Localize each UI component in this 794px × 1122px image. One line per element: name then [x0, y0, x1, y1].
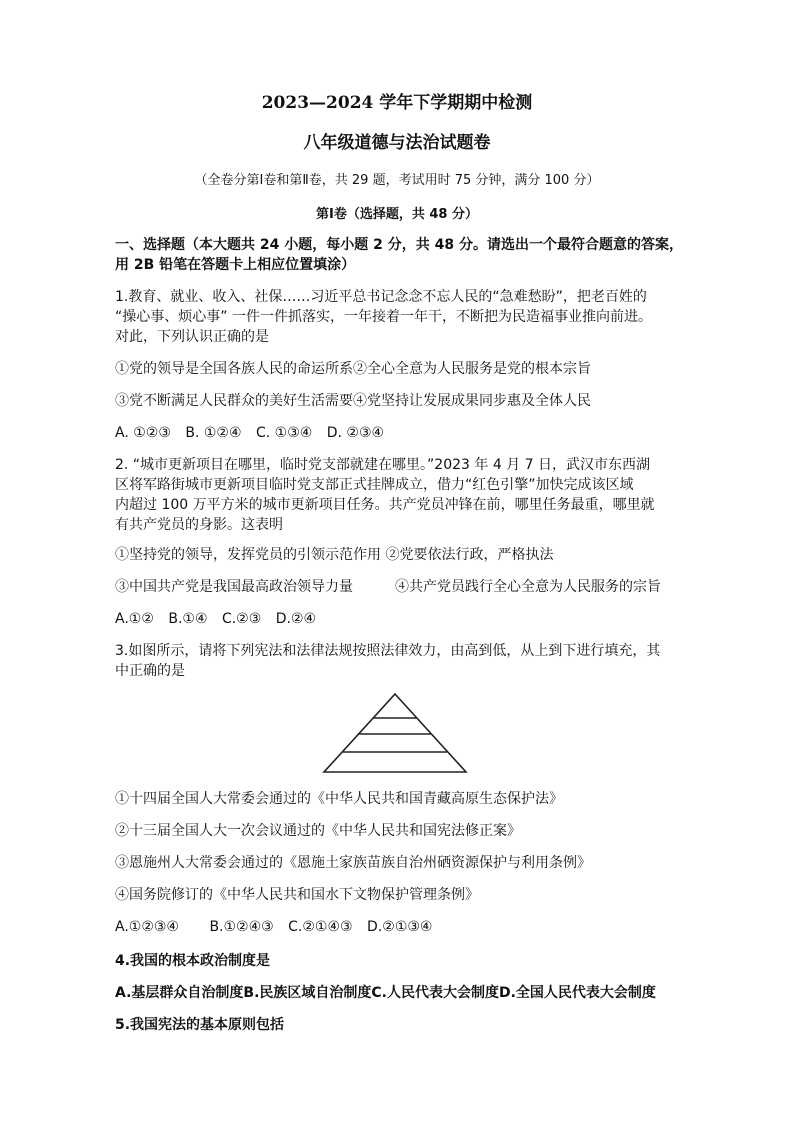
q2-item-2: ③中国共产党是我国最高政治领导力量 ④共产党员践行全心全意为人民服务的宗旨: [115, 579, 661, 595]
q3-stem-line-1: 3.如图所示，请将下列宪法和法律法规按照法律效力，由高到低，从上到下进行填充，其: [115, 643, 661, 659]
q3-item-1: ①十四届全国人大常委会通过的《中华人民共和国青藏高原生态保护法》: [115, 791, 563, 807]
exam-note: （全卷分第Ⅰ卷和第Ⅱ卷，共 29 题，考试用时 75 分钟，满分 100 分）: [194, 173, 600, 188]
exam-subtitle: 八年级道德与法治试题卷: [303, 133, 491, 153]
q2-option-a[interactable]: A.①②: [115, 611, 154, 627]
q3-option-d[interactable]: D.②①③④: [367, 919, 433, 935]
q2-stem-line-1: 2. “城市更新项目在哪里，临时党支部就建在哪里。”2023 年 4 月 7 日，武汉市东西湖: [115, 457, 651, 473]
q1-item-1: ①党的领导是全国各族人民的命运所系②全心全意为人民服务是党的根本宗旨: [115, 361, 591, 377]
section-heading: 第Ⅰ卷（选择题，共 48 分）: [316, 207, 478, 222]
q1-item-2: ③党不断满足人民群众的美好生活需要④党坚持让发展成果同步惠及全体人民: [115, 393, 591, 409]
instructions-line-1: 一、选择题（本大题共 24 小题，每小题 2 分，共 48 分。请选出一个最符合题意的答案，: [115, 237, 683, 253]
q2-option-c[interactable]: C.②③: [221, 611, 262, 627]
q1-options: [115, 424, 394, 442]
q3-item-2: ②十三届全国人大一次会议通过的《中华人民共和国宪法修正案》: [115, 823, 521, 839]
q1-option-d[interactable]: D. ②③④: [326, 425, 385, 441]
q3-option-a[interactable]: A.①②③④: [115, 919, 179, 935]
q2-item-1: ①坚持党的领导，发挥党员的引领示范作用 ②党要依法行政，严格执法: [115, 547, 554, 563]
q1-stem-line-2: “操心事、烦心事” 一件一件抓落实，一年接着一年干，不断把为民造福事业推向前进。: [115, 309, 652, 325]
pyramid-outline: [324, 694, 466, 772]
q3-item-3: ③恩施州人大常委会通过的《恩施土家族苗族自治州硒资源保护与利用条例》: [115, 855, 591, 871]
q1-option-c[interactable]: C. ①③④: [255, 425, 313, 441]
q4-options[interactable]: A.基层群众自治制度B.民族区域自治制度C.人民代表大会制度D.全国人民代表大会制度: [115, 985, 656, 1001]
law-hierarchy-pyramid-figure: [320, 690, 470, 776]
q4-stem: 4.我国的根本政治制度是: [115, 953, 271, 969]
q3-stem-line-2: 中正确的是: [115, 663, 185, 679]
q3-item-4: ④国务院修订的《中华人民共和国水下文物保护管理条例》: [115, 887, 479, 903]
q5-stem: 5.我国宪法的基本原则包括: [115, 1017, 285, 1033]
q2-stem-line-4: 有共产党员的身影。这表明: [115, 517, 283, 533]
q1-option-a[interactable]: A. ①②③: [115, 425, 171, 441]
q2-options: [115, 610, 326, 628]
q1-option-b[interactable]: B. ①②④: [185, 425, 242, 441]
q2-option-b[interactable]: B.①④: [168, 611, 208, 627]
q3-option-c[interactable]: C.②①④③: [288, 919, 353, 935]
q2-option-d[interactable]: D.②④: [275, 611, 317, 627]
q1-stem-line-3: 对此，下列认识正确的是: [115, 329, 269, 345]
instructions-line-2: 用 2B 铅笔在答题卡上相应位置填涂）: [115, 257, 356, 273]
q2-stem-line-3: 内超过 100 万平方米的城市更新项目任务。共产党员冲锋在前，哪里任务最重，哪里就: [115, 497, 655, 513]
q2-stem-line-2: 区将军路街城市更新项目临时党支部正式挂牌成立，借力“红色引擎”加快完成该区域: [115, 477, 634, 493]
q1-stem-line-1: 1.教育、就业、收入、社保……习近平总书记念念不忘人民的“急难愁盼”，把老百姓的: [115, 289, 647, 305]
q3-options: [115, 918, 442, 936]
exam-title: 2023—2024 学年下学期期中检测: [261, 93, 533, 113]
q3-option-b[interactable]: B.①②④③: [209, 919, 274, 935]
